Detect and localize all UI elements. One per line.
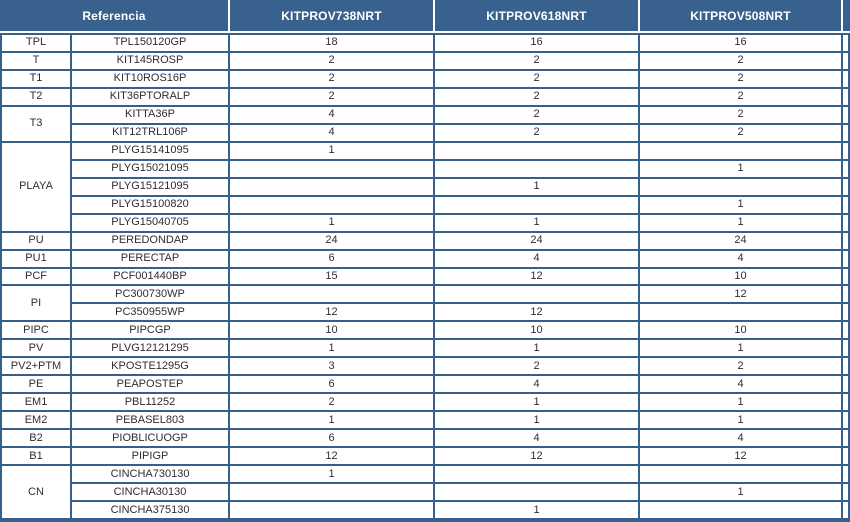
group-cell: EM1	[2, 394, 70, 410]
cutoff-cell	[843, 484, 848, 500]
code-cell: PLVG12121295	[72, 340, 228, 356]
code-cell: PCF001440BP	[72, 269, 228, 285]
code-cell: PBL11252	[72, 394, 228, 410]
cutoff-cell	[843, 107, 848, 123]
cutoff-cell	[843, 412, 848, 428]
group-cell: PU1	[2, 251, 70, 267]
code-cell: PC350955WP	[72, 304, 228, 320]
group-cell: PI	[2, 286, 70, 320]
qty-cell: 2	[230, 89, 433, 105]
cutoff-cell	[843, 197, 848, 213]
cutoff-cell	[843, 215, 848, 231]
code-cell: KIT145ROSP	[72, 53, 228, 69]
qty-cell: 1	[640, 215, 841, 231]
qty-cell: 6	[230, 376, 433, 392]
group-cell: T	[2, 53, 70, 69]
group-cell: B1	[2, 448, 70, 464]
table-header-row	[0, 0, 850, 31]
qty-cell	[435, 466, 638, 482]
group-cell: CN	[2, 466, 70, 518]
group-cell: PV2+PTM	[2, 358, 70, 374]
qty-cell: 1	[640, 412, 841, 428]
qty-cell: 1	[230, 215, 433, 231]
qty-cell: 2	[435, 53, 638, 69]
qty-cell: 12	[640, 286, 841, 302]
cutoff-cell	[843, 466, 848, 482]
qty-cell	[230, 161, 433, 177]
cutoff-cell	[843, 179, 848, 195]
qty-cell: 2	[230, 53, 433, 69]
qty-cell	[435, 484, 638, 500]
qty-cell: 2	[230, 394, 433, 410]
qty-cell: 1	[435, 215, 638, 231]
qty-cell: 10	[640, 322, 841, 338]
qty-cell	[640, 304, 841, 320]
cutoff-cell	[843, 286, 848, 302]
qty-cell: 12	[435, 448, 638, 464]
code-cell: PLYG15141095	[72, 143, 228, 159]
code-cell: CINCHA375130	[72, 502, 228, 518]
column-header-kitprov738nrt: KITPROV738NRT	[230, 0, 433, 31]
code-cell: PLYG15100820	[72, 197, 228, 213]
qty-cell: 12	[230, 304, 433, 320]
table-body	[0, 33, 850, 522]
code-cell: KITTA36P	[72, 107, 228, 123]
qty-cell: 1	[230, 466, 433, 482]
qty-cell: 4	[230, 107, 433, 123]
group-cell: T3	[2, 107, 70, 141]
group-cell: PLAYA	[2, 143, 70, 231]
group-cell: PV	[2, 340, 70, 356]
code-cell: PLYG15121095	[72, 179, 228, 195]
qty-cell: 2	[230, 71, 433, 87]
qty-cell: 10	[230, 322, 433, 338]
cutoff-cell	[843, 322, 848, 338]
qty-cell	[640, 466, 841, 482]
qty-cell: 24	[230, 233, 433, 249]
code-cell: PLYG15021095	[72, 161, 228, 177]
code-cell: KIT10ROS16P	[72, 71, 228, 87]
qty-cell: 4	[640, 376, 841, 392]
code-cell: PEREDONDAP	[72, 233, 228, 249]
qty-cell: 1	[640, 340, 841, 356]
cutoff-cell	[843, 358, 848, 374]
qty-cell: 6	[230, 430, 433, 446]
qty-cell: 2	[435, 358, 638, 374]
group-cell: PU	[2, 233, 70, 249]
code-cell: CINCHA730130	[72, 466, 228, 482]
qty-cell: 4	[435, 430, 638, 446]
cutoff-cell	[843, 448, 848, 464]
qty-cell	[640, 502, 841, 518]
qty-cell: 4	[640, 251, 841, 267]
qty-cell: 1	[435, 179, 638, 195]
cutoff-cell	[843, 35, 848, 51]
group-cell: B2	[2, 430, 70, 446]
code-cell: PC300730WP	[72, 286, 228, 302]
qty-cell: 12	[435, 269, 638, 285]
qty-cell	[230, 286, 433, 302]
group-cell: EM2	[2, 412, 70, 428]
qty-cell: 2	[640, 71, 841, 87]
group-cell: TPL	[2, 35, 70, 51]
cutoff-cell	[843, 269, 848, 285]
code-cell: PEBASEL803	[72, 412, 228, 428]
qty-cell: 6	[230, 251, 433, 267]
qty-cell: 1	[435, 394, 638, 410]
qty-cell: 12	[640, 448, 841, 464]
qty-cell: 1	[640, 197, 841, 213]
qty-cell	[230, 502, 433, 518]
qty-cell: 2	[640, 53, 841, 69]
qty-cell	[640, 143, 841, 159]
cutoff-cell	[843, 394, 848, 410]
qty-cell: 1	[435, 340, 638, 356]
code-cell: KIT12TRL106P	[72, 125, 228, 141]
cutoff-cell	[843, 89, 848, 105]
cutoff-cell	[843, 233, 848, 249]
qty-cell	[435, 161, 638, 177]
qty-cell: 1	[640, 394, 841, 410]
qty-cell: 2	[435, 107, 638, 123]
qty-cell: 16	[435, 35, 638, 51]
qty-cell: 2	[640, 358, 841, 374]
qty-cell: 24	[435, 233, 638, 249]
cutoff-cell	[843, 161, 848, 177]
cutoff-cell	[843, 430, 848, 446]
cutoff-cell	[843, 71, 848, 87]
qty-cell: 2	[435, 89, 638, 105]
qty-cell	[640, 179, 841, 195]
code-cell: PLYG15040705	[72, 215, 228, 231]
cutoff-cell	[843, 340, 848, 356]
qty-cell: 10	[640, 269, 841, 285]
cutoff-cell	[843, 143, 848, 159]
qty-cell: 2	[640, 89, 841, 105]
cutoff-cell	[843, 376, 848, 392]
qty-cell: 18	[230, 35, 433, 51]
qty-cell: 2	[435, 125, 638, 141]
qty-cell	[230, 179, 433, 195]
column-header-kitprov618nrt: KITPROV618NRT	[435, 0, 638, 31]
group-cell: PCF	[2, 269, 70, 285]
cutoff-cell	[843, 125, 848, 141]
code-cell: TPL150120GP	[72, 35, 228, 51]
qty-cell: 24	[640, 233, 841, 249]
code-cell: KIT36PTORALP	[72, 89, 228, 105]
qty-cell: 1	[640, 484, 841, 500]
column-header-kitprov508nrt: KITPROV508NRT	[640, 0, 841, 31]
code-cell: PEAPOSTEP	[72, 376, 228, 392]
qty-cell: 2	[640, 125, 841, 141]
cutoff-cell	[843, 53, 848, 69]
qty-cell: 10	[435, 322, 638, 338]
qty-cell: 1	[435, 502, 638, 518]
qty-cell: 4	[435, 376, 638, 392]
qty-cell: 1	[230, 143, 433, 159]
qty-cell	[435, 286, 638, 302]
qty-cell: 12	[435, 304, 638, 320]
qty-cell: 1	[640, 161, 841, 177]
qty-cell: 2	[435, 71, 638, 87]
group-cell: T1	[2, 71, 70, 87]
group-cell: PE	[2, 376, 70, 392]
qty-cell	[230, 484, 433, 500]
qty-cell: 4	[640, 430, 841, 446]
qty-cell: 15	[230, 269, 433, 285]
code-cell: PERECTAP	[72, 251, 228, 267]
qty-cell: 4	[230, 125, 433, 141]
qty-cell: 1	[230, 412, 433, 428]
qty-cell: 16	[640, 35, 841, 51]
qty-cell: 1	[435, 412, 638, 428]
qty-cell: 1	[230, 340, 433, 356]
qty-cell: 3	[230, 358, 433, 374]
code-cell: KPOSTE1295G	[72, 358, 228, 374]
cutoff-cell	[843, 251, 848, 267]
code-cell: PIPIGP	[72, 448, 228, 464]
group-cell: T2	[2, 89, 70, 105]
qty-cell	[435, 197, 638, 213]
code-cell: CINCHA30130	[72, 484, 228, 500]
code-cell: PIOBLICUOGP	[72, 430, 228, 446]
qty-cell	[435, 143, 638, 159]
qty-cell: 4	[435, 251, 638, 267]
cutoff-cell	[843, 304, 848, 320]
cutoff-cell	[843, 502, 848, 518]
group-cell: PIPC	[2, 322, 70, 338]
qty-cell: 12	[230, 448, 433, 464]
column-header-cutoff	[843, 0, 850, 31]
qty-cell	[230, 197, 433, 213]
column-header-referencia: Referencia	[0, 0, 228, 31]
code-cell: PIPCGP	[72, 322, 228, 338]
qty-cell: 2	[640, 107, 841, 123]
